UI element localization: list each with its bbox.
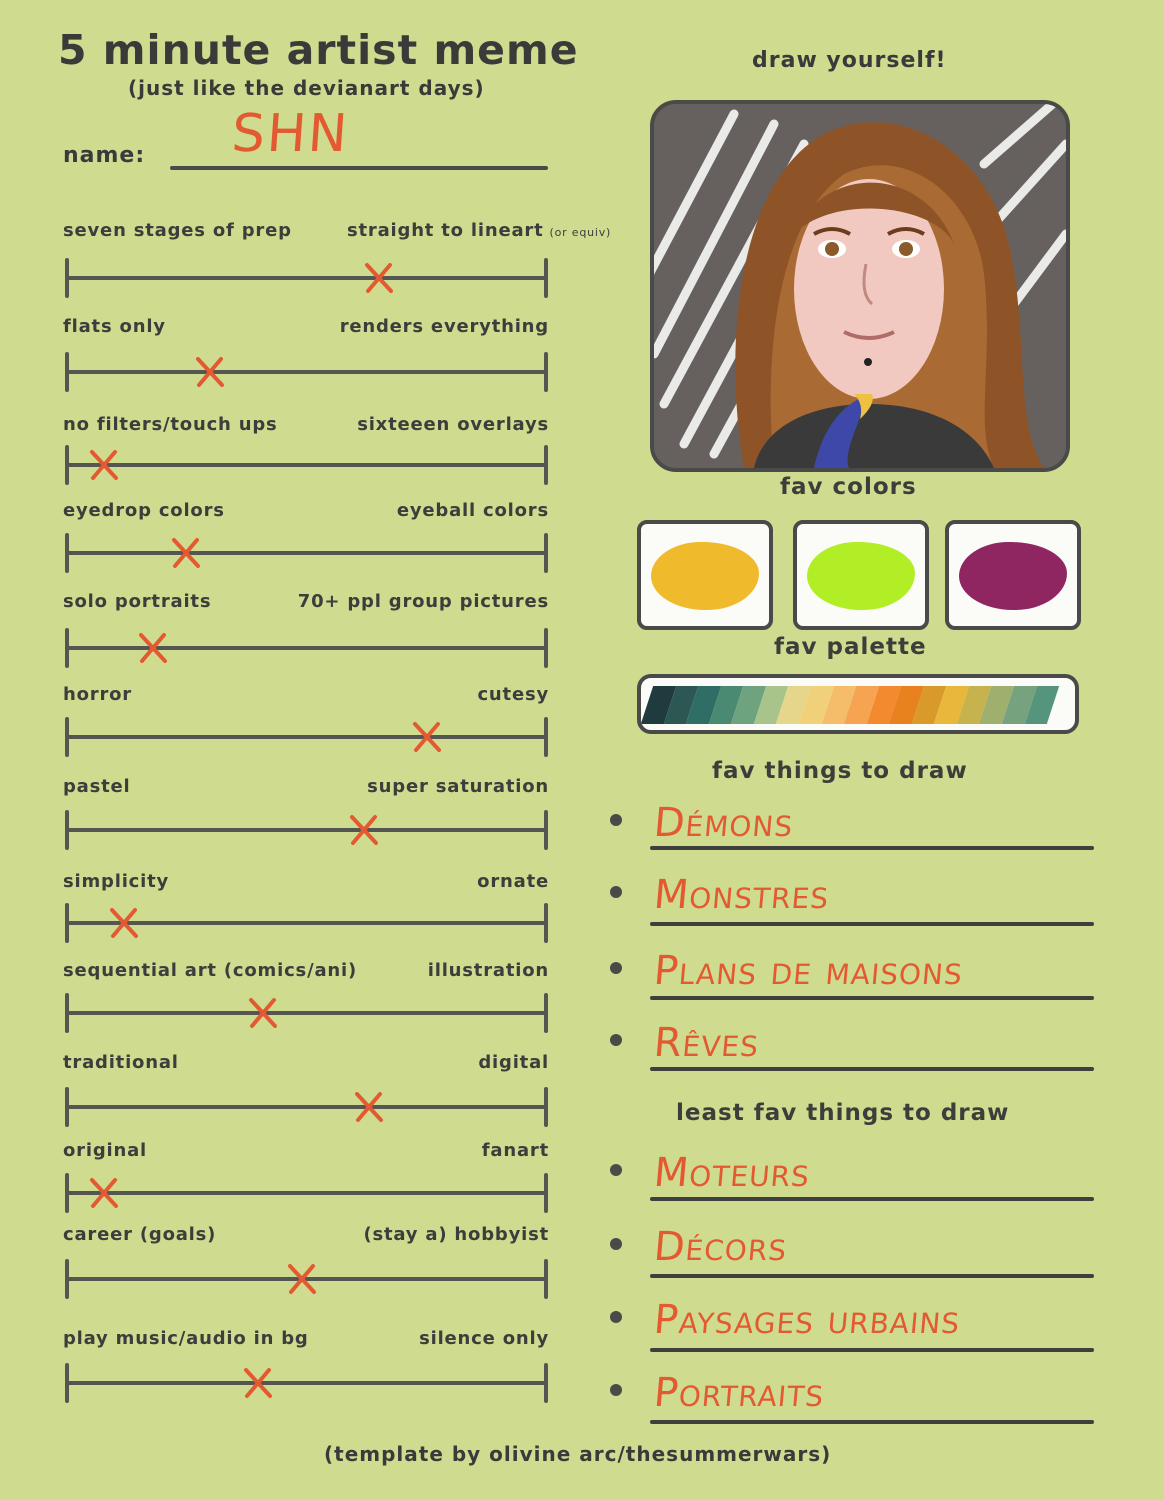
scale-x-mark[interactable] xyxy=(86,1175,122,1211)
name-value: SHN xyxy=(229,104,352,164)
scale-right-label xyxy=(340,316,549,337)
scale-right-tick xyxy=(544,258,548,298)
list-item xyxy=(610,1297,1094,1357)
bullet-icon xyxy=(610,1164,622,1176)
scale-x-mark[interactable] xyxy=(86,447,122,483)
list-item-underline xyxy=(650,1348,1094,1352)
scale-left-tick xyxy=(65,352,69,392)
least-fav-things-label: least fav things to draw xyxy=(676,1100,1010,1126)
scale-x-mark[interactable] xyxy=(240,1365,276,1401)
list-item-underline xyxy=(650,1274,1094,1278)
list-item xyxy=(610,948,1094,1008)
scale-right-text: eyeball colors xyxy=(396,500,549,521)
scale-left-label: seven stages of prep xyxy=(63,220,292,241)
scale-right-tick xyxy=(544,1087,548,1127)
scale-right-text: renders everything xyxy=(339,316,549,337)
scale-right-tick xyxy=(544,533,548,573)
scale-left-tick xyxy=(65,445,69,485)
bullet-icon xyxy=(610,1034,622,1046)
list-item xyxy=(610,1150,1094,1210)
page-subtitle: (just like the devianart days) xyxy=(128,76,485,100)
scale-right-label xyxy=(357,414,549,435)
scale-x-mark[interactable] xyxy=(245,995,281,1031)
scale-right-text: illustration xyxy=(427,960,549,981)
scale-left-label: simplicity xyxy=(63,871,170,892)
list-item-text: Paysages urbains xyxy=(651,1297,963,1343)
bullet-icon xyxy=(610,1311,622,1323)
fav-things-label: fav things to draw xyxy=(712,758,968,784)
scale-right-text: fanart xyxy=(481,1140,549,1161)
list-item-text: Monstres xyxy=(651,872,832,918)
scale-right-tick xyxy=(544,1363,548,1403)
scale-line xyxy=(66,828,547,832)
scale-line xyxy=(66,370,547,374)
scale-line xyxy=(66,276,547,280)
list-item xyxy=(610,800,1094,860)
scale-left-label: sequential art (comics/ani) xyxy=(63,960,357,981)
scale-right-label xyxy=(367,776,549,797)
scale-right-tick xyxy=(544,1259,548,1299)
list-item-text: Portraits xyxy=(651,1370,827,1416)
fav-palette-box xyxy=(637,674,1079,734)
scale-right-tick xyxy=(544,628,548,668)
scale-right-tick xyxy=(544,1173,548,1213)
scale-right-tick xyxy=(544,810,548,850)
scale-line xyxy=(66,1011,547,1015)
scale-left-tick xyxy=(65,993,69,1033)
scale-left-tick xyxy=(65,1363,69,1403)
palette-strip xyxy=(641,686,1059,724)
scale-x-mark[interactable] xyxy=(409,719,445,755)
scale-line xyxy=(66,735,547,739)
scale-left-label: eyedrop colors xyxy=(63,500,225,521)
scale-x-mark[interactable] xyxy=(135,630,171,666)
bullet-icon xyxy=(610,814,622,826)
scale-x-mark[interactable] xyxy=(351,1089,387,1125)
color-blob xyxy=(651,542,759,610)
template-credit: (template by olivine arc/thesummerwars) xyxy=(324,1442,832,1466)
name-label: name: xyxy=(63,143,146,168)
scale-right-tick xyxy=(544,352,548,392)
list-item-text: Plans de maisons xyxy=(651,948,966,994)
scale-right-label xyxy=(298,591,549,612)
page-title: 5 minute artist meme xyxy=(58,26,579,74)
scale-left-label: horror xyxy=(63,684,132,705)
fav-color-swatch-3 xyxy=(945,520,1081,630)
scale-left-tick xyxy=(65,258,69,298)
list-item-text: Démons xyxy=(651,800,796,846)
scale-right-label xyxy=(477,871,549,892)
scale-left-tick xyxy=(65,628,69,668)
scale-left-label: pastel xyxy=(63,776,131,797)
scale-line xyxy=(66,1191,547,1195)
list-item-underline xyxy=(650,922,1094,926)
bullet-icon xyxy=(610,962,622,974)
color-blob xyxy=(807,542,915,610)
fav-palette-label: fav palette xyxy=(774,634,927,660)
scale-right-label xyxy=(347,220,611,241)
scale-x-mark[interactable] xyxy=(106,905,142,941)
scale-x-mark[interactable] xyxy=(361,260,397,296)
bullet-icon xyxy=(610,1238,622,1250)
fav-color-swatch-2 xyxy=(793,520,929,630)
scale-left-tick xyxy=(65,810,69,850)
scale-right-text: cutesy xyxy=(477,684,549,705)
scale-line xyxy=(66,551,547,555)
scale-right-label xyxy=(419,1328,549,1349)
scale-right-text: sixteeen overlays xyxy=(357,414,549,435)
scale-left-label: traditional xyxy=(63,1052,179,1073)
scale-left-tick xyxy=(65,1173,69,1213)
self-portrait-drawing xyxy=(650,100,1070,472)
scale-right-text: super saturation xyxy=(367,776,549,797)
scale-left-tick xyxy=(65,717,69,757)
scale-right-label xyxy=(477,684,549,705)
list-item xyxy=(610,1224,1094,1284)
list-item-underline xyxy=(650,1197,1094,1201)
list-item-text: Décors xyxy=(651,1224,790,1270)
scale-x-mark[interactable] xyxy=(168,535,204,571)
list-item-underline xyxy=(650,1067,1094,1071)
scale-line xyxy=(66,1381,547,1385)
scale-left-tick xyxy=(65,1259,69,1299)
scale-right-note: (or equiv) xyxy=(549,226,612,239)
scale-right-label xyxy=(478,1052,549,1073)
scale-right-label xyxy=(482,1140,549,1161)
scale-left-label: flats only xyxy=(63,316,166,337)
scale-right-tick xyxy=(544,903,548,943)
scale-right-tick xyxy=(544,445,548,485)
scale-right-text: digital xyxy=(478,1052,549,1073)
scale-right-tick xyxy=(544,717,548,757)
list-item xyxy=(610,872,1094,932)
fav-colors-label: fav colors xyxy=(780,474,917,500)
scale-right-text: straight to lineart xyxy=(347,220,544,241)
draw-yourself-label: draw yourself! xyxy=(752,48,947,73)
scale-left-label: career (goals) xyxy=(63,1224,217,1245)
scale-line xyxy=(66,463,547,467)
scale-left-label: no filters/touch ups xyxy=(63,414,278,435)
scale-x-mark[interactable] xyxy=(346,812,382,848)
list-item-text: Moteurs xyxy=(651,1150,813,1196)
scale-right-text: ornate xyxy=(477,871,549,892)
fav-color-swatch-1 xyxy=(637,520,773,630)
list-item-underline xyxy=(650,996,1094,1000)
scale-line xyxy=(66,1105,547,1109)
scale-right-label xyxy=(363,1224,549,1245)
bullet-icon xyxy=(610,1384,622,1396)
list-item xyxy=(610,1370,1094,1430)
scale-right-label xyxy=(397,500,549,521)
color-blob xyxy=(959,542,1067,610)
scale-right-text: (stay a) hobbyist xyxy=(363,1224,549,1245)
scale-right-tick xyxy=(544,993,548,1033)
scale-left-label: solo portraits xyxy=(63,591,212,612)
scale-x-mark[interactable] xyxy=(192,354,228,390)
list-item xyxy=(610,1020,1094,1080)
scale-right-text: silence only xyxy=(419,1328,549,1349)
scale-left-tick xyxy=(65,533,69,573)
scale-right-text: 70+ ppl group pictures xyxy=(297,591,549,612)
list-item-text: Rêves xyxy=(651,1020,762,1066)
scale-x-mark[interactable] xyxy=(284,1261,320,1297)
scale-left-tick xyxy=(65,1087,69,1127)
list-item-underline xyxy=(650,1420,1094,1424)
list-item-underline xyxy=(650,846,1094,850)
scale-left-tick xyxy=(65,903,69,943)
bullet-icon xyxy=(610,886,622,898)
scale-right-label xyxy=(428,960,549,981)
scale-left-label: play music/audio in bg xyxy=(63,1328,309,1349)
name-underline xyxy=(170,166,548,170)
scale-left-label: original xyxy=(63,1140,147,1161)
